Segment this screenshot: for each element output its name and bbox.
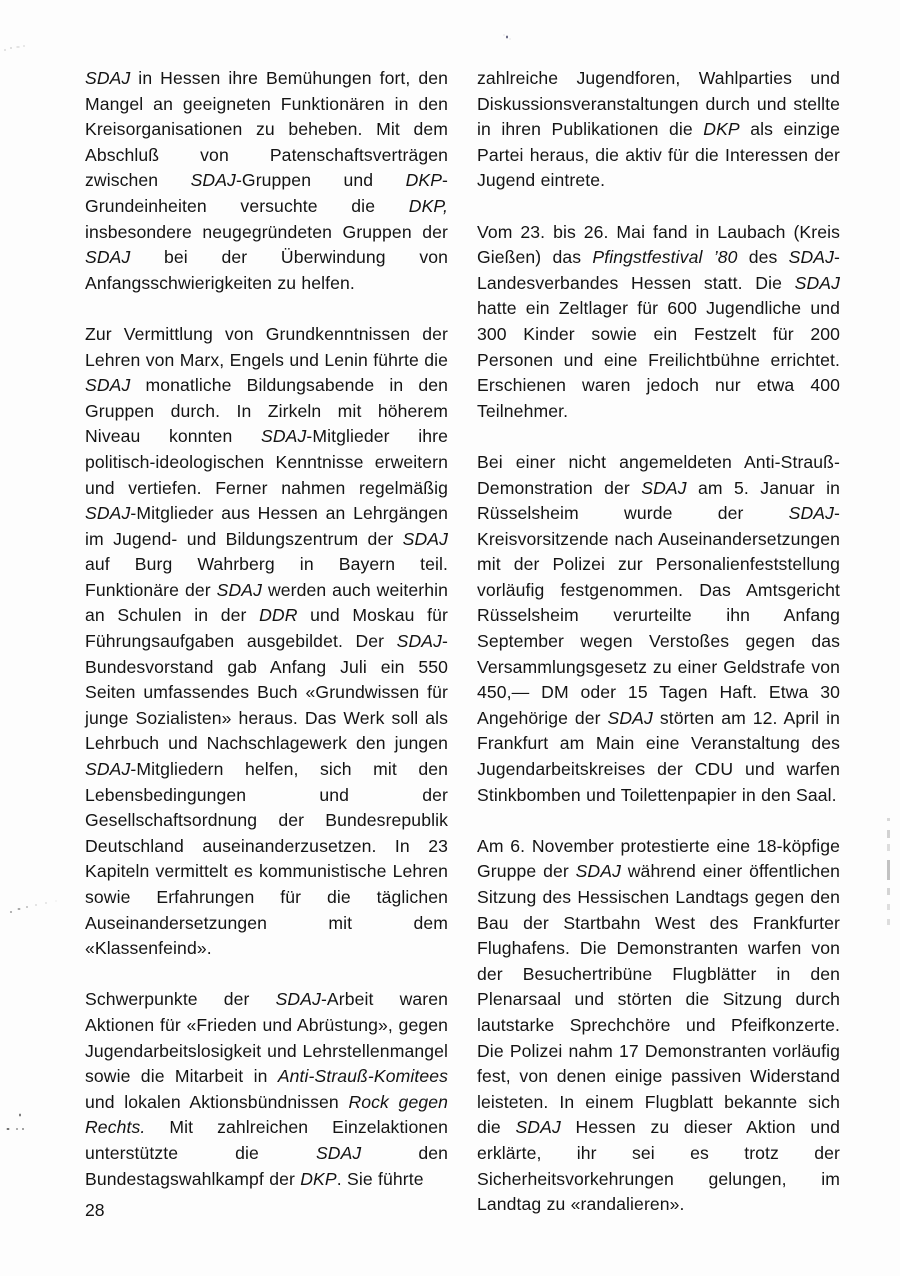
emphasis-run: SDAJ bbox=[396, 631, 443, 652]
emphasis-run: SDAJ bbox=[402, 528, 448, 549]
body-paragraph: Zur Vermittlung von Grundkenntnissen der Lehren von Marx, Engels und Lenin führte die SDAJ monatliche Bildungsabende in den Gruppen durch. In Zirkeln mit höherem Niveau konnten SDAJ-Mitglieder ihre politisch-ideologischen Kenntnisse erweitern und vertiefen. Ferner nahmen regelmäßig SDAJ-Mitglieder aus Hessen an Lehrgängen im Jugend- und Bildungszentrum der SDAJ auf Burg Wahrberg in Bayern teil. Funktionäre der SDAJ werden auch weiterhin an Schulen in der DDR und Moskau für Führungsaufgaben ausgebildet. Der SDAJ-Bundesvorstand gab Anfang Juli ein 550 Seiten umfassendes Buch «Grundwissen für junge Sozialisten» heraus. Das Werk soll als Lehrbuch und Nachschlagewerk den jungen SDAJ-Mitgliedern helfen, sich mit den Lebensbedingungen und der Gesellschaftsordnung der Bundesrepublik Deutschland auseinanderzusetzen. In 23 Kapiteln vermittelt es kommunistische Lehren sowie Erfahrungen für die täglichen Auseinandersetzungen mit dem «Klassenfeind». bbox=[85, 323, 448, 959]
body-paragraph: SDAJ in Hessen ihre Bemühungen fort, den Mangel an geeigneten Funktionären in den Kreisorganisationen zu beheben. Mit dem Abschluß von Patenschaftsverträgen zwischen SDAJ-Gruppen und DKP-Grundeinheiten versuchte die DKP, insbesondere neugegründeten Gruppen der SDAJ bei der Überwindung von Anfangsschwierigkeiten zu helfen. bbox=[85, 68, 449, 293]
emphasis-run: SDAJ bbox=[85, 375, 131, 396]
body-paragraph: zahlreiche Jugendforen, Wahlparties und Diskussionsveranstaltungen durch und stellte in ihren Publikationen die DKP als einzige Partei heraus, die aktiv für die Interessen der Jugend eintrete. bbox=[477, 68, 841, 191]
body-paragraph: Bei einer nicht angemeldeten Anti-Strauß-Demonstration der SDAJ am 5. Januar in Rüsselsheim wurde der SDAJ-Kreisvorsitzende nach Auseinandersetzungen mit der Polizei zur Personalienfeststellung vorläufig festgenommen. Das Amtsgericht Rüsselsheim verurteilte ihn Anfang September wegen Verstoßes gegen das Versammlungsgesetz zu einer Geldstrafe von 450,— DM oder 15 Tagen Haft. Etwa 30 Angehörige der SDAJ störten am 12. April in Frankfurt am Main eine Veranstaltung des Jugendarbeitskreises der CDU und warfen Stinkbomben und Toilettenpapier in den Saal. bbox=[477, 451, 840, 805]
emphasis-run: DDR bbox=[259, 605, 298, 626]
body-paragraph: Am 6. November protestierte eine 18-köpfige Gruppe der SDAJ während einer öffentlichen Sitzung des Hessischen Landtags gegen den Bau der Startbahn West des Frankfurter Flughafens. Die Demonstranten warfen von der Besuchertribüne Flugblätter in den Plenarsaal und störten die Sitzung durch lautstarke Sprechchöre und Pfeifkonzerte. Die Polizei nahm 17 Demonstranten vorläufig fest, von denen einige passiven Widerstand leisteten. In einem Flugblatt bekannte sich die SDAJ Hessen zu dieser Aktion und erklärte, ihr sei es trotz der Sicherheitsvorkehrungen gelungen, im Landtag zu «randalieren». bbox=[477, 835, 841, 1215]
emphasis-run: SDAJ bbox=[85, 759, 131, 780]
emphasis-run: SDAJ bbox=[515, 1117, 561, 1138]
scan-speck-top-center-icon bbox=[503, 33, 511, 42]
emphasis-run: Pfingstfestival ’80 bbox=[592, 247, 738, 268]
emphasis-run: SDAJ bbox=[190, 170, 236, 191]
emphasis-run: DKP bbox=[405, 170, 443, 191]
text-column-left bbox=[85, 66, 448, 1218]
emphasis-run: Anti-Strauß-Komitees bbox=[277, 1066, 448, 1087]
emphasis-run: SDAJ bbox=[85, 503, 131, 524]
scan-edge-line-right-icon bbox=[887, 818, 890, 930]
emphasis-run: SDAJ bbox=[788, 247, 835, 268]
text-column-right bbox=[477, 66, 840, 1218]
page-number: 28 bbox=[85, 1200, 105, 1220]
emphasis-run: DKP bbox=[300, 1168, 337, 1189]
emphasis-run: SDAJ bbox=[85, 68, 131, 88]
scan-smudge-top-left-icon bbox=[2, 44, 30, 53]
emphasis-run: SDAJ bbox=[794, 272, 840, 293]
emphasis-run: SDAJ bbox=[275, 989, 321, 1010]
body-paragraph: Schwerpunkte der SDAJ-Arbeit waren Aktionen für «Frieden und Abrüstung», gegen Jugendarbeitslosigkeit und Lehrstellenmangel sowie die Mitarbeit in Anti-Strauß-Komitees und lokalen Aktionsbündnissen Rock gegen Rechts. Mit zahlreichen Einzelaktionen unterstützte die SDAJ den Bundestagswahlkampf der DKP. Sie führte bbox=[85, 989, 448, 1189]
emphasis-run: SDAJ bbox=[575, 861, 621, 882]
emphasis-run: SDAJ bbox=[216, 579, 262, 600]
emphasis-run: DKP bbox=[703, 119, 740, 140]
emphasis-run: SDAJ bbox=[315, 1142, 362, 1163]
body-paragraph: Vom 23. bis 26. Mai fand in Laubach (Kreis Gießen) das Pfingstfestival ’80 des SDAJ-Landesverbandes Hessen statt. Die SDAJ hatte ein Zeltlager für 600 Jugendliche und 300 Kinder sowie ein Festzelt für 200 Personen und eine Freilichtbühne errichtet. Erschienen waren jedoch nur etwa 400 Teilnehmer. bbox=[477, 221, 840, 421]
emphasis-run: SDAJ bbox=[260, 426, 307, 447]
scan-smudge-mid-left-icon bbox=[6, 898, 62, 918]
emphasis-run: DKP, bbox=[408, 195, 448, 216]
emphasis-run: SDAJ bbox=[607, 707, 653, 728]
emphasis-run: Rock gegen Rechts. bbox=[85, 1091, 448, 1138]
two-column-text-body bbox=[85, 66, 840, 1218]
emphasis-run: SDAJ bbox=[788, 503, 835, 524]
emphasis-run: SDAJ bbox=[85, 247, 131, 268]
scan-speck-lower-left-icon bbox=[4, 1106, 30, 1134]
emphasis-run: SDAJ bbox=[641, 477, 687, 498]
